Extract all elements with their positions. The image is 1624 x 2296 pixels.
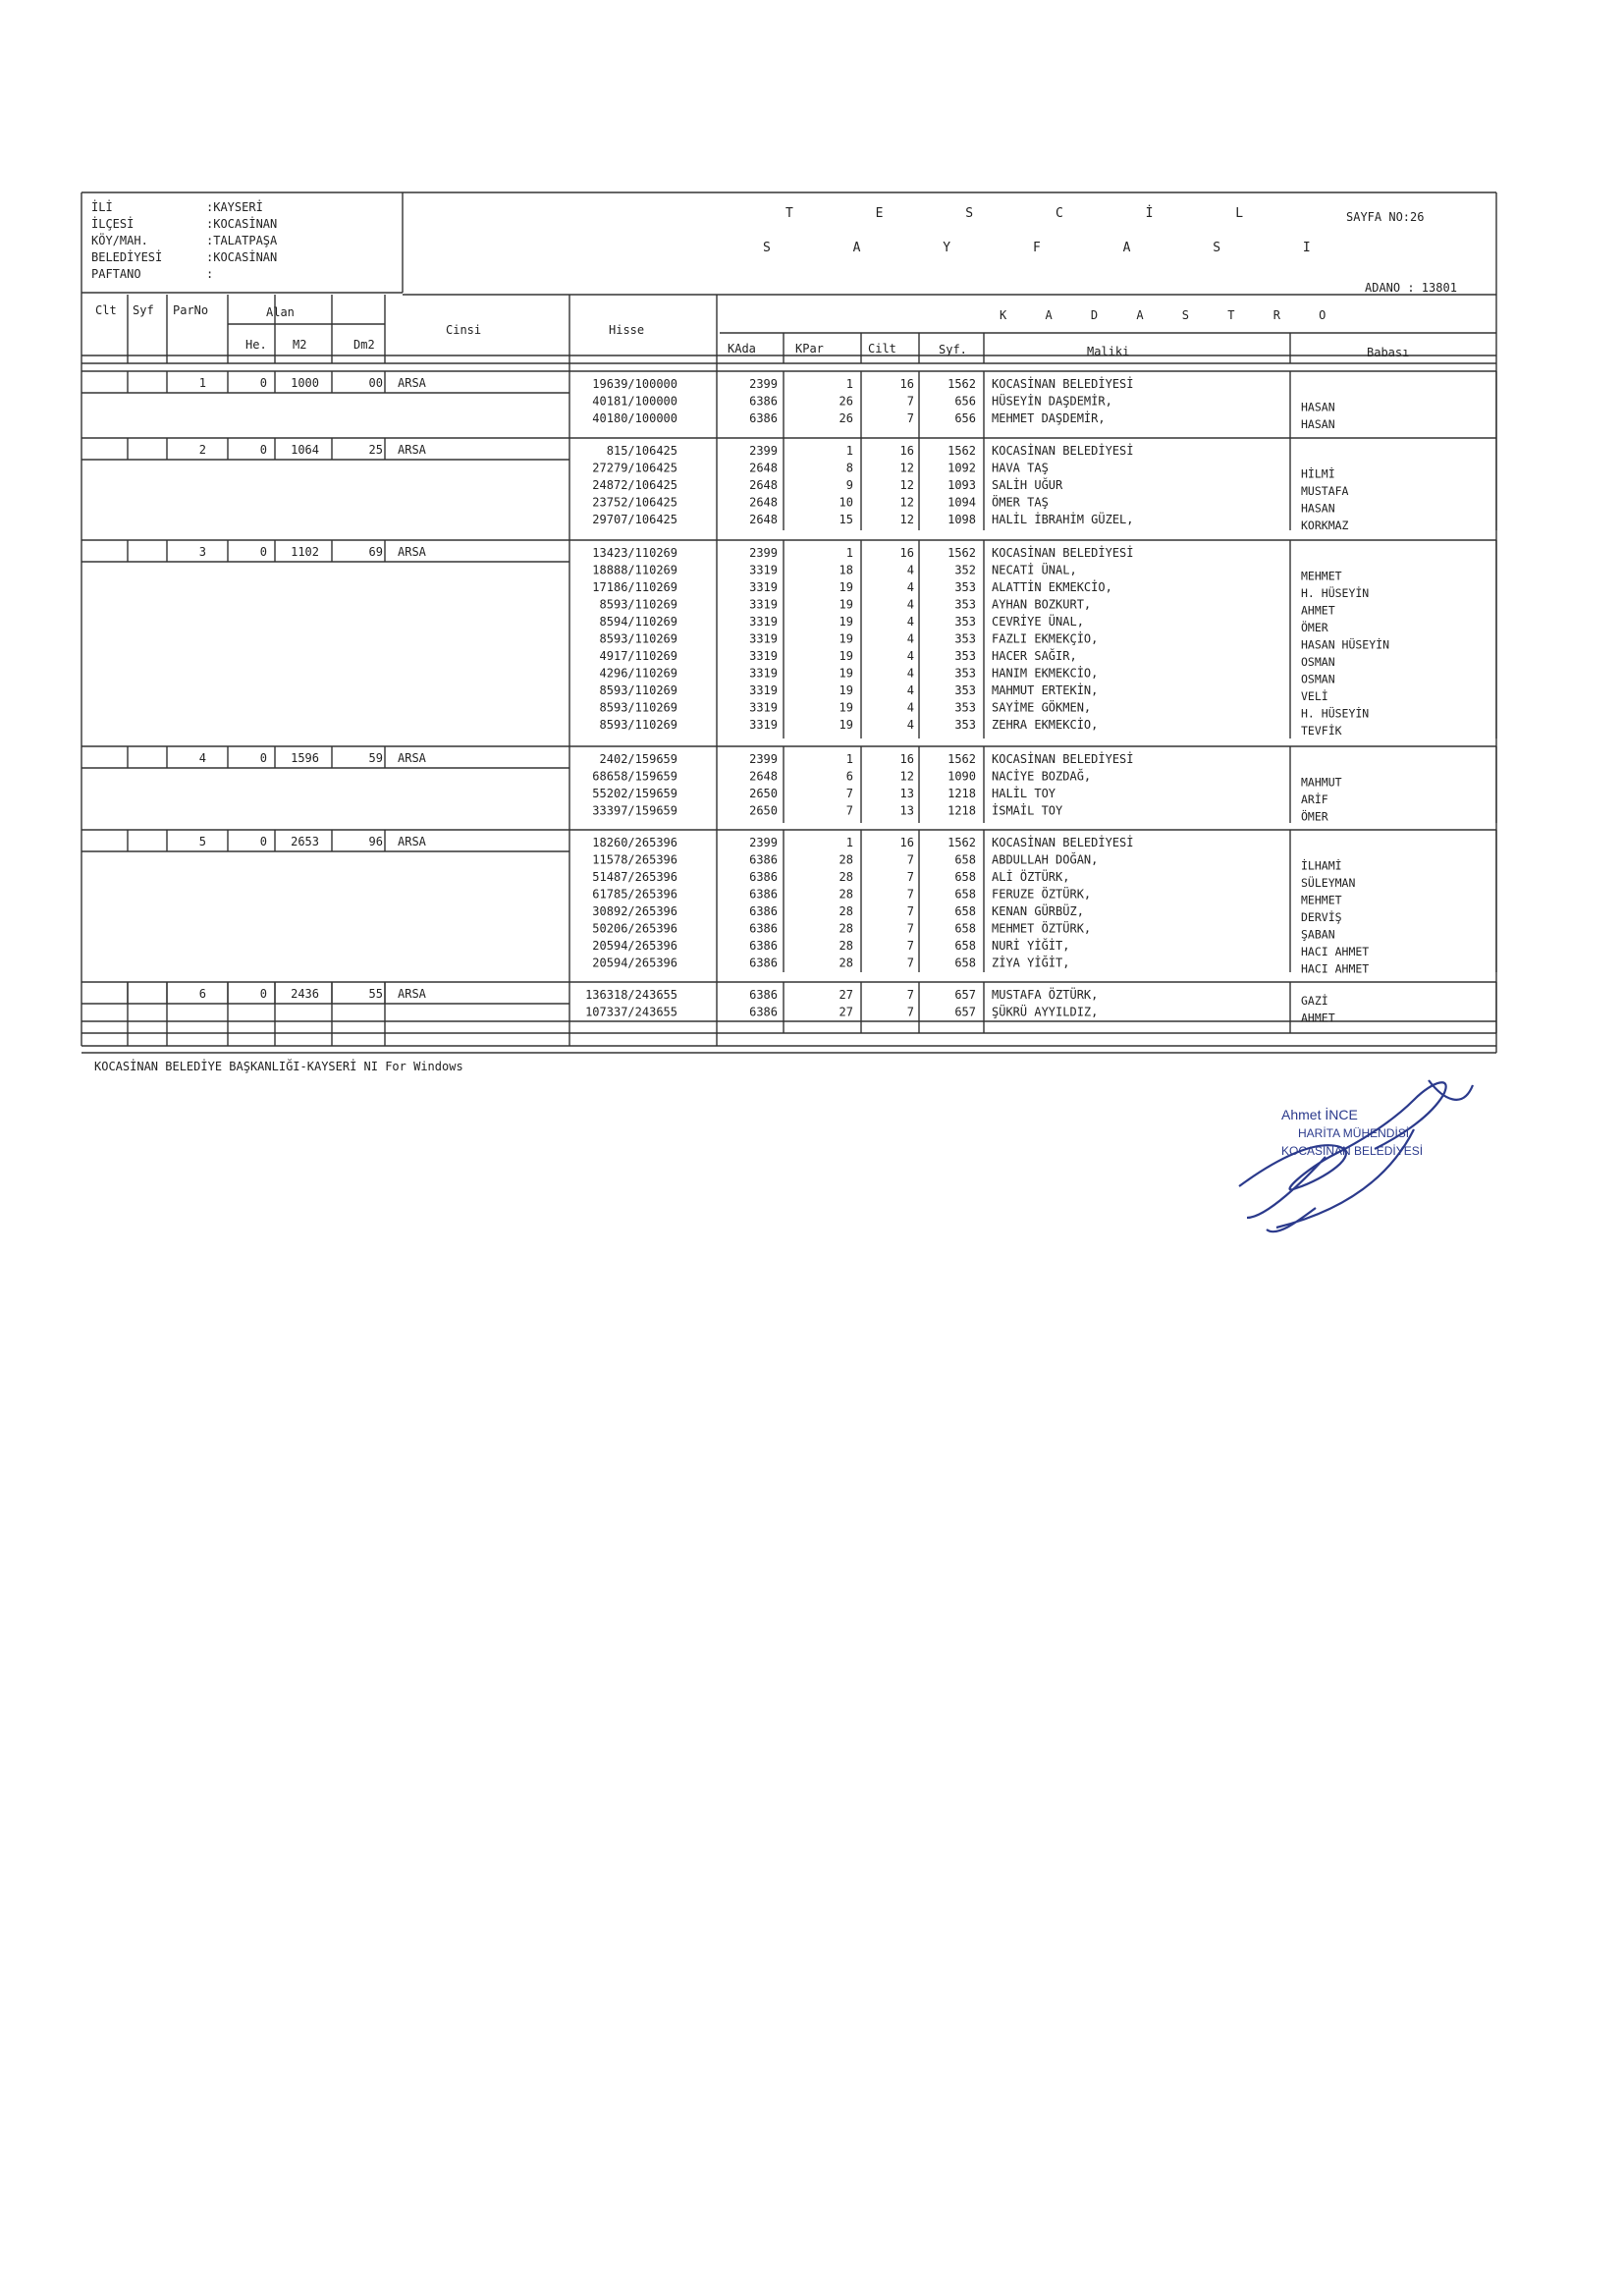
owner-cilt: 12: [899, 495, 914, 510]
owner-sayfa: 353: [954, 615, 976, 629]
parcel-number: 6: [198, 987, 206, 1001]
owner-sayfa: 353: [954, 631, 976, 646]
parcel-dm2: 25: [368, 443, 383, 457]
owner-name: HALİL TOY: [992, 787, 1056, 800]
header-value: :: [206, 267, 214, 281]
owner-sayfa: 656: [954, 411, 976, 425]
owner-parsel: 28: [839, 852, 853, 867]
ada-number: ADANO : 13801: [1365, 281, 1457, 295]
owner-parsel: 19: [839, 683, 853, 697]
parcel-cinsi: ARSA: [398, 443, 426, 457]
owner-sayfa: 658: [954, 939, 976, 953]
owner-hisse: 11578/265396: [592, 852, 677, 867]
owner-sayfa: 657: [954, 1005, 976, 1019]
owner-father: HASAN: [1301, 400, 1335, 414]
owner-ada: 3319: [749, 580, 778, 594]
parcel-he: 0: [259, 443, 267, 457]
owner-ada: 2399: [749, 546, 778, 560]
owner-sayfa: 1090: [947, 769, 976, 784]
owner-ada: 2650: [749, 787, 778, 800]
owner-hisse: 8594/110269: [599, 615, 677, 629]
parcel-cinsi: ARSA: [398, 835, 426, 848]
owner-ada: 2648: [749, 769, 778, 784]
owner-parsel: 19: [839, 700, 853, 715]
table-text: [91, 199, 1457, 1073]
col-header-kcilt: Cilt: [868, 342, 896, 355]
col-header-babasi: Babası: [1367, 346, 1410, 359]
owner-father: HACI AHMET: [1301, 961, 1370, 976]
owner-ada: 2399: [749, 752, 778, 766]
owner-parsel: 7: [845, 803, 853, 818]
owner-father: ÖMER: [1301, 809, 1328, 824]
owner-cilt: 4: [906, 683, 914, 697]
owner-ada: 6386: [749, 956, 778, 970]
owner-name: ALİ ÖZTÜRK,: [992, 870, 1070, 884]
owner-parsel: 19: [839, 718, 853, 732]
owner-father: HİLMİ: [1301, 466, 1335, 481]
parcel-m2: 1000: [291, 376, 319, 390]
col-header-parno: ParNo: [173, 303, 209, 317]
owner-father: HASAN HÜSEYİN: [1301, 637, 1390, 652]
parcel-m2: 1064: [291, 443, 319, 457]
owner-name: KOCASİNAN BELEDİYESİ: [992, 546, 1134, 560]
owner-hisse: 8593/110269: [599, 718, 677, 732]
owner-name: HÜSEYİN DAŞDEMİR,: [992, 394, 1112, 409]
owner-sayfa: 353: [954, 597, 976, 612]
owner-parsel: 19: [839, 597, 853, 612]
owner-cilt: 7: [906, 988, 914, 1002]
owner-name: HANIM EKMEKCİO,: [992, 666, 1099, 681]
owner-cilt: 4: [906, 700, 914, 715]
owner-parsel: 27: [839, 1005, 853, 1019]
owner-father: MEHMET: [1301, 893, 1342, 907]
owner-ada: 3319: [749, 649, 778, 663]
owner-sayfa: 1562: [947, 377, 976, 391]
owner-father: GAZİ: [1301, 994, 1328, 1008]
owner-ada: 3319: [749, 597, 778, 612]
owner-hisse: 40180/100000: [592, 411, 677, 425]
owner-hisse: 19639/100000: [592, 377, 677, 391]
owner-sayfa: 353: [954, 666, 976, 681]
owner-cilt: 4: [906, 580, 914, 594]
owner-hisse: 20594/265396: [592, 956, 677, 970]
owner-hisse: 815/106425: [606, 444, 677, 458]
owner-parsel: 27: [839, 988, 853, 1002]
header-label: KÖY/MAH.: [91, 234, 148, 247]
parcel-number: 4: [198, 751, 206, 765]
parcel-dm2: 69: [368, 545, 383, 559]
owner-name: MUSTAFA ÖZTÜRK,: [992, 988, 1099, 1002]
header-label: PAFTANO: [91, 267, 141, 281]
owner-sayfa: 1094: [947, 495, 976, 510]
owner-cilt: 13: [899, 787, 914, 800]
owner-ada: 6386: [749, 988, 778, 1002]
header-value: :KAYSERİ: [206, 200, 263, 214]
parcel-m2: 2653: [291, 835, 319, 848]
owner-name: NURİ YİĞİT,: [992, 939, 1070, 953]
owner-ada: 3319: [749, 700, 778, 715]
owner-name: KOCASİNAN BELEDİYESİ: [992, 752, 1134, 766]
owner-ada: 3319: [749, 718, 778, 732]
col-header-hisse: Hisse: [609, 323, 645, 337]
owner-sayfa: 658: [954, 870, 976, 884]
owner-father: H. HÜSEYİN: [1301, 586, 1370, 600]
owner-ada: 6386: [749, 411, 778, 425]
col-header-syf: Syf: [133, 303, 154, 317]
parcel-dm2: 00: [368, 376, 383, 390]
owner-ada: 2648: [749, 461, 778, 475]
owner-cilt: 16: [899, 752, 914, 766]
owner-ada: 3319: [749, 615, 778, 629]
owner-father: MEHMET: [1301, 569, 1342, 583]
owner-name: CEVRİYE ÜNAL,: [992, 615, 1084, 629]
owner-cilt: 4: [906, 631, 914, 646]
owner-sayfa: 353: [954, 580, 976, 594]
owner-ada: 2399: [749, 444, 778, 458]
owner-parsel: 28: [839, 870, 853, 884]
owner-parsel: 19: [839, 631, 853, 646]
owner-sayfa: 1093: [947, 478, 976, 492]
stamp-title: HARİTA MÜHENDİSİ: [1298, 1126, 1410, 1140]
owner-name: ŞÜKRÜ AYYILDIZ,: [992, 1005, 1099, 1019]
owner-name: MAHMUT ERTEKİN,: [992, 683, 1099, 697]
parcel-he: 0: [259, 987, 267, 1001]
owner-parsel: 19: [839, 580, 853, 594]
owner-hisse: 40181/100000: [592, 394, 677, 409]
parcel-he: 0: [259, 376, 267, 390]
owner-ada: 2648: [749, 513, 778, 526]
parcel-number: 1: [198, 376, 206, 390]
owner-parsel: 1: [845, 546, 853, 560]
header-value: :TALATPAŞA: [206, 234, 278, 247]
owner-sayfa: 1218: [947, 787, 976, 800]
owner-cilt: 7: [906, 411, 914, 425]
owner-sayfa: 353: [954, 649, 976, 663]
owner-cilt: 12: [899, 461, 914, 475]
col-header-dm2: Dm2: [353, 338, 375, 352]
col-header-kpar: KPar: [795, 342, 824, 355]
owner-cilt: 16: [899, 836, 914, 849]
col-header-maliki: Maliki: [1087, 345, 1130, 358]
owner-father: OSMAN: [1301, 655, 1335, 669]
owner-name: İSMAİL TOY: [992, 803, 1063, 818]
parcel-m2: 2436: [291, 987, 319, 1001]
owner-father: AHMET: [1301, 603, 1335, 618]
title-line1: T E S C İ L: [785, 206, 1281, 221]
owner-hisse: 8593/110269: [599, 683, 677, 697]
header-label: İLİ: [91, 200, 113, 214]
owner-hisse: 2402/159659: [599, 752, 677, 766]
parcel-number: 3: [198, 545, 206, 559]
owner-ada: 2650: [749, 803, 778, 818]
owner-name: KENAN GÜRBÜZ,: [992, 904, 1084, 918]
header-value: :KOCASİNAN: [206, 217, 278, 231]
owner-hisse: 107337/243655: [585, 1005, 677, 1019]
owner-parsel: 28: [839, 887, 853, 902]
owner-father: İLHAMİ: [1301, 858, 1342, 873]
parcel-cinsi: ARSA: [398, 545, 426, 559]
col-header-cinsi: Cinsi: [446, 323, 482, 337]
owner-name: HAVA TAŞ: [992, 461, 1049, 475]
owner-name: ZİYA YİĞİT,: [992, 956, 1070, 970]
col-header-he: He.: [245, 338, 267, 352]
owner-hisse: 8593/110269: [599, 631, 677, 646]
owner-sayfa: 1092: [947, 461, 976, 475]
owner-ada: 6386: [749, 852, 778, 867]
owner-name: HACER SAĞIR,: [992, 649, 1077, 663]
owner-cilt: 4: [906, 666, 914, 681]
owner-cilt: 7: [906, 956, 914, 970]
owner-sayfa: 353: [954, 683, 976, 697]
owner-name: NACİYE BOZDAĞ,: [992, 769, 1092, 784]
owner-father: TEVFİK: [1301, 724, 1342, 738]
parcel-number: 5: [198, 835, 206, 848]
owner-ada: 3319: [749, 666, 778, 681]
col-header-alan: Alan: [266, 305, 295, 319]
owner-parsel: 19: [839, 649, 853, 663]
owner-ada: 2648: [749, 495, 778, 510]
owner-parsel: 19: [839, 666, 853, 681]
owner-hisse: 29707/106425: [592, 513, 677, 526]
owner-ada: 3319: [749, 683, 778, 697]
owner-parsel: 10: [839, 495, 853, 510]
owner-cilt: 4: [906, 718, 914, 732]
owner-name: SAYİME GÖKMEN,: [992, 700, 1092, 715]
owner-cilt: 16: [899, 377, 914, 391]
stamp-office: KOCASİNAN BELEDİYESİ: [1281, 1144, 1424, 1158]
owner-cilt: 7: [906, 394, 914, 409]
owner-parsel: 26: [839, 411, 853, 425]
owner-name: NECATİ ÜNAL,: [992, 563, 1077, 577]
owner-hisse: 68658/159659: [592, 769, 677, 784]
owner-parsel: 26: [839, 394, 853, 409]
owner-ada: 6386: [749, 1005, 778, 1019]
owner-cilt: 7: [906, 852, 914, 867]
owner-cilt: 16: [899, 546, 914, 560]
header-label: BELEDİYESİ: [91, 250, 163, 264]
owner-parsel: 28: [839, 921, 853, 936]
owner-hisse: 30892/265396: [592, 904, 677, 918]
owner-parsel: 9: [845, 478, 853, 492]
owner-hisse: 61785/265396: [592, 887, 677, 902]
owner-parsel: 7: [845, 787, 853, 800]
owner-father: SÜLEYMAN: [1301, 876, 1356, 890]
owner-ada: 6386: [749, 870, 778, 884]
owner-father: MAHMUT: [1301, 775, 1342, 790]
owner-sayfa: 658: [954, 956, 976, 970]
owner-hisse: 4296/110269: [599, 666, 677, 681]
owner-name: MEHMET ÖZTÜRK,: [992, 921, 1092, 936]
owner-ada: 2648: [749, 478, 778, 492]
owner-sayfa: 352: [954, 563, 976, 577]
parcel-cinsi: ARSA: [398, 987, 426, 1001]
parcel-he: 0: [259, 545, 267, 559]
owner-parsel: 28: [839, 904, 853, 918]
owner-cilt: 12: [899, 769, 914, 784]
owner-name: ALATTİN EKMEKCİO,: [992, 580, 1112, 594]
owner-sayfa: 353: [954, 700, 976, 715]
owner-name: SALİH UĞUR: [992, 478, 1063, 492]
parcel-cinsi: ARSA: [398, 751, 426, 765]
owner-cilt: 12: [899, 478, 914, 492]
owner-name: ZEHRA EKMEKCİO,: [992, 718, 1099, 732]
owner-cilt: 7: [906, 887, 914, 902]
owner-father: KORKMAZ: [1301, 519, 1349, 532]
footer-text: KOCASİNAN BELEDİYE BAŞKANLIĞI-KAYSERİ NI For Windows: [94, 1060, 463, 1073]
owner-cilt: 7: [906, 939, 914, 953]
owner-ada: 3319: [749, 563, 778, 577]
parcel-number: 2: [198, 443, 206, 457]
owner-hisse: 27279/106425: [592, 461, 677, 475]
owner-ada: 6386: [749, 921, 778, 936]
owner-hisse: 51487/265396: [592, 870, 677, 884]
owner-name: FERUZE ÖZTÜRK,: [992, 887, 1092, 902]
owner-cilt: 7: [906, 921, 914, 936]
owner-ada: 6386: [749, 394, 778, 409]
owner-father: DERVİŞ: [1301, 910, 1342, 924]
owner-parsel: 1: [845, 836, 853, 849]
stamp-name: Ahmet İNCE: [1281, 1107, 1358, 1122]
owner-parsel: 18: [839, 563, 853, 577]
owner-sayfa: 1562: [947, 546, 976, 560]
owner-father: OSMAN: [1301, 672, 1335, 686]
owner-sayfa: 656: [954, 394, 976, 409]
owner-hisse: 18888/110269: [592, 563, 677, 577]
owner-name: KOCASİNAN BELEDİYESİ: [992, 836, 1134, 849]
owner-name: FAZLI EKMEKÇİO,: [992, 631, 1099, 646]
owner-sayfa: 658: [954, 904, 976, 918]
owner-hisse: 8593/110269: [599, 597, 677, 612]
parcel-m2: 1102: [291, 545, 319, 559]
parcel-dm2: 55: [368, 987, 383, 1001]
owner-name: KOCASİNAN BELEDİYESİ: [992, 377, 1134, 391]
owner-father: AHMET: [1301, 1011, 1335, 1025]
owner-father: ŞABAN: [1301, 927, 1335, 942]
col-header-kadastro: K A D A S T R O: [1000, 308, 1342, 322]
header-value: :KOCASİNAN: [206, 250, 278, 264]
owner-sayfa: 657: [954, 988, 976, 1002]
owner-parsel: 1: [845, 444, 853, 458]
owner-sayfa: 1562: [947, 444, 976, 458]
owner-hisse: 13423/110269: [592, 546, 677, 560]
owner-father: HASAN: [1301, 501, 1335, 516]
parcel-dm2: 59: [368, 751, 383, 765]
title-line2: S A Y F A S I: [763, 241, 1348, 255]
owner-cilt: 7: [906, 904, 914, 918]
parcel-he: 0: [259, 751, 267, 765]
owner-cilt: 7: [906, 1005, 914, 1019]
signature-stamp: [1239, 1080, 1473, 1231]
col-header-ksyf: Syf.: [939, 343, 967, 356]
owner-parsel: 15: [839, 513, 853, 526]
owner-parsel: 6: [845, 769, 853, 784]
owner-parsel: 1: [845, 377, 853, 391]
owner-name: KOCASİNAN BELEDİYESİ: [992, 444, 1134, 458]
parcel-cinsi: ARSA: [398, 376, 426, 390]
owner-cilt: 12: [899, 513, 914, 526]
col-header-cilt: Clt: [95, 303, 117, 317]
owner-parsel: 19: [839, 615, 853, 629]
owner-hisse: 8593/110269: [599, 700, 677, 715]
owner-parsel: 28: [839, 939, 853, 953]
owner-hisse: 17186/110269: [592, 580, 677, 594]
owner-ada: 2399: [749, 377, 778, 391]
owner-hisse: 33397/159659: [592, 803, 677, 818]
owner-sayfa: 658: [954, 887, 976, 902]
owner-name: ÖMER TAŞ: [992, 495, 1049, 510]
owner-father: MUSTAFA: [1301, 484, 1349, 498]
owner-sayfa: 1218: [947, 803, 976, 818]
owner-name: HALİL İBRAHİM GÜZEL,: [992, 513, 1134, 526]
owner-hisse: 55202/159659: [592, 787, 677, 800]
owner-name: MEHMET DAŞDEMİR,: [992, 411, 1106, 425]
owner-ada: 2399: [749, 836, 778, 849]
page-number: SAYFA NO:26: [1346, 210, 1425, 224]
owner-sayfa: 1562: [947, 752, 976, 766]
owner-parsel: 8: [845, 461, 853, 475]
parcel-he: 0: [259, 835, 267, 848]
owner-hisse: 136318/243655: [585, 988, 677, 1002]
owner-parsel: 1: [845, 752, 853, 766]
owner-cilt: 7: [906, 870, 914, 884]
owner-sayfa: 1098: [947, 513, 976, 526]
owner-sayfa: 353: [954, 718, 976, 732]
owner-father: HACI AHMET: [1301, 945, 1370, 958]
owner-father: ARİF: [1301, 793, 1328, 806]
owner-parsel: 28: [839, 956, 853, 970]
owner-cilt: 4: [906, 563, 914, 577]
owner-sayfa: 658: [954, 852, 976, 867]
owner-hisse: 18260/265396: [592, 836, 677, 849]
owner-sayfa: 1562: [947, 836, 976, 849]
owner-ada: 3319: [749, 631, 778, 646]
owner-ada: 6386: [749, 904, 778, 918]
owner-cilt: 4: [906, 597, 914, 612]
header-label: İLÇESİ: [91, 217, 135, 231]
owner-sayfa: 658: [954, 921, 976, 936]
owner-father: ÖMER: [1301, 621, 1328, 634]
owner-name: ABDULLAH DOĞAN,: [992, 852, 1099, 867]
owner-hisse: 24872/106425: [592, 478, 677, 492]
parcel-m2: 1596: [291, 751, 319, 765]
owner-ada: 6386: [749, 887, 778, 902]
owner-cilt: 13: [899, 803, 914, 818]
owner-father: VELİ: [1301, 689, 1328, 703]
owner-name: AYHAN BOZKURT,: [992, 597, 1092, 612]
owner-cilt: 4: [906, 649, 914, 663]
owner-father: HASAN: [1301, 417, 1335, 431]
owner-hisse: 23752/106425: [592, 495, 677, 510]
owner-hisse: 4917/110269: [599, 649, 677, 663]
owner-cilt: 16: [899, 444, 914, 458]
owner-hisse: 50206/265396: [592, 921, 677, 936]
col-header-kada: KAda: [728, 342, 756, 355]
owner-hisse: 20594/265396: [592, 939, 677, 953]
parcel-dm2: 96: [368, 835, 383, 848]
col-header-m2: M2: [293, 338, 307, 352]
owner-father: H. HÜSEYİN: [1301, 706, 1370, 721]
owner-ada: 6386: [749, 939, 778, 953]
owner-cilt: 4: [906, 615, 914, 629]
